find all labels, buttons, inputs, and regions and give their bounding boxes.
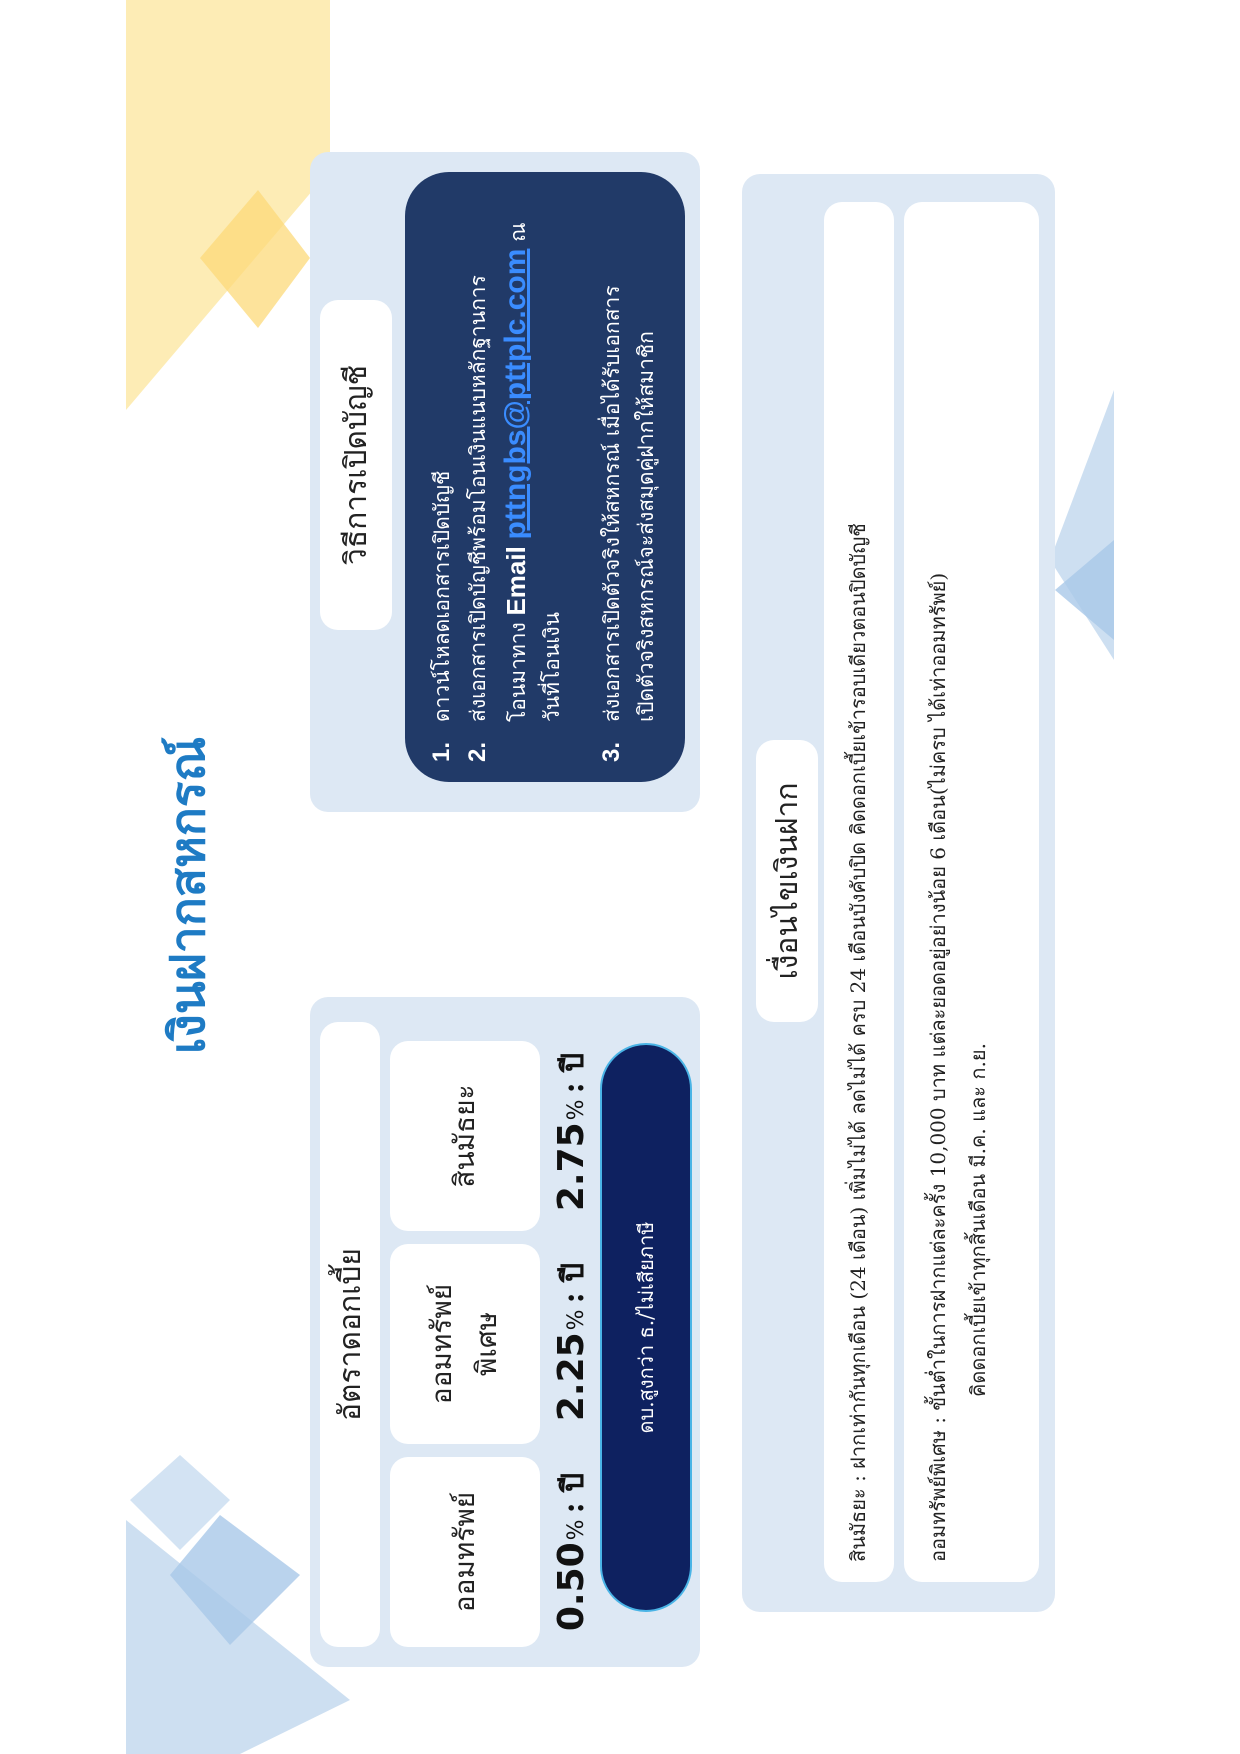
- condition-text: ออมทรัพย์พิเศษ : ขั้นต่ำในการฝากแต่ละครั้ง 10,000 บาท แต่ละยอดอยู่อย่างน้อย 6 เดือน(ไม่ครบ ได้เท่าออมทรัพย์): [926, 572, 950, 1562]
- percent-sign: %: [564, 1099, 589, 1121]
- rate-number: 0.50: [551, 1542, 592, 1632]
- rate-number: 2.75: [551, 1122, 592, 1212]
- step-3: [595, 182, 663, 762]
- step-text-line-1: ส่งเอกสารเปิดบัญชีพร้อมโอนเงินแนบหลักฐานการ: [466, 275, 490, 722]
- condition-card-sinmattaya: [824, 202, 894, 1582]
- page-title: เงินฝากสหกรณ์: [160, 736, 216, 1054]
- condition-text-2: คิดดอกเบี้ยเข้าทุกสิ้นเดือน มี.ค. และ ก.ย.: [966, 1043, 990, 1397]
- percent-sign: %: [564, 1519, 589, 1541]
- rate-label-special-savings-text: ออมทรัพย์พิเศษ: [425, 1283, 503, 1405]
- email-link[interactable]: pttngbs@pttplc.com: [499, 248, 532, 540]
- rate-number: 2.25: [551, 1332, 592, 1422]
- conditions-panel: [742, 174, 1055, 1612]
- step-2: [461, 182, 569, 762]
- conditions-header: เงื่อนไขเงินฝาก: [756, 740, 818, 1022]
- email-label: Email: [501, 546, 531, 616]
- step-text-at: ณ: [506, 222, 530, 242]
- rate-label-special-savings: [390, 1244, 540, 1444]
- rate-suffix: : ปี: [556, 1052, 591, 1094]
- step-text-transfer: โอนมาทาง: [506, 622, 530, 722]
- condition-text: สินมัธยะ : ฝากเท่ากันทุกเดือน (24 เดือน) เพิ่มไม่ได้ ลดไม่ได้ ครบ 24 เดือนบังคับปิด คิดดอกเบี้ยเข้ารอบเดียวตอนปิดบัญชี: [846, 523, 870, 1562]
- rate-label-sinmattaya: สินมัธยะ: [390, 1041, 540, 1231]
- step-text-line-2: [499, 182, 535, 722]
- step-number: 3.: [598, 741, 625, 762]
- open-account-panel: [310, 152, 700, 812]
- percent-sign: %: [564, 1309, 589, 1331]
- tax-note-pill: ดบ.สูงกว่า ธ./ไม่เสียภาษี: [600, 1043, 692, 1612]
- open-account-steps: [405, 172, 685, 782]
- step-1: [425, 182, 459, 762]
- step-text-line-2: เปิดตัวจริงสหกรณ์จะส่งสมุดคู่ฝากให้สมาชิก: [634, 331, 658, 722]
- rate-label-savings: ออมทรัพย์: [390, 1457, 540, 1647]
- step-number: 2.: [464, 741, 491, 762]
- rate-suffix: : ปี: [556, 1262, 591, 1304]
- rate-value-sinmattaya: [550, 1027, 600, 1237]
- step-number: 1.: [428, 741, 455, 762]
- step-text-line-3: วันที่โอนเงิน: [540, 611, 564, 722]
- condition-card-special-savings: [904, 202, 1039, 1582]
- rate-value-savings: [550, 1447, 600, 1657]
- interest-rate-panel: [310, 997, 700, 1667]
- rate-suffix: : ปี: [556, 1472, 591, 1514]
- interest-rate-header: อัตราดอกเบี้ย: [320, 1022, 380, 1647]
- step-text-line-1: ส่งเอกสารเปิดตัวจริงให้สหกรณ์ เมื่อได้รับเอกสาร: [600, 285, 624, 722]
- rate-value-special-savings: [550, 1237, 600, 1447]
- step-text: ดาวน์โหลดเอกสารเปิดบัญชี: [430, 470, 454, 722]
- open-account-header: วิธีการเปิดบัญชี: [320, 300, 392, 630]
